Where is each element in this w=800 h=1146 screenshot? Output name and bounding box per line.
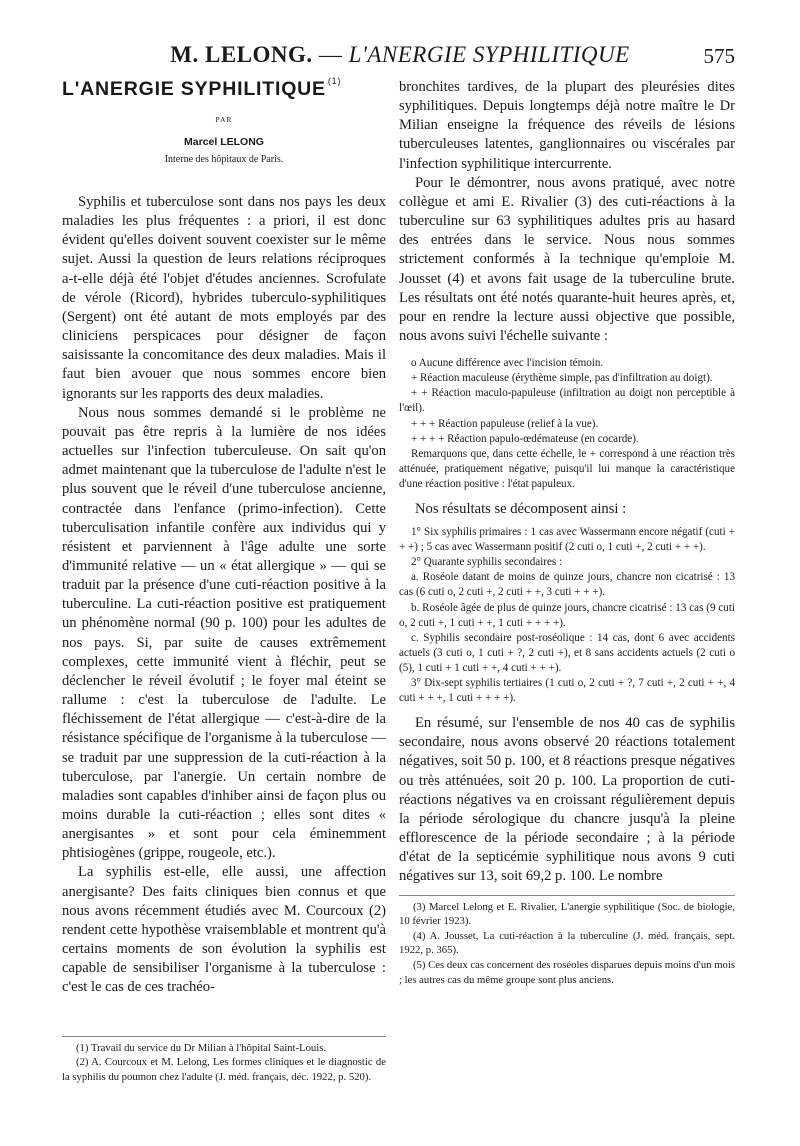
result-secondary-b: b. Roséole âgée de plus de quinze jours, chancre cicatrisé : 13 cas (9 cuti o, 2 cuti +, 1 cuti + +, 1 cuti + + + +). bbox=[399, 601, 735, 629]
scale-item-1: + Réaction maculeuse (érythème simple, pas d'infiltration au doigt). bbox=[411, 372, 713, 385]
byline-author: Marcel LELONG bbox=[184, 136, 264, 148]
paragraph-continuation: bronchites tardives, de la plupart des pleurésies dites syphilitiques. Depuis longtemps déjà notre maître le Dr Milian enseigne la fréquence des réveils de lésions tuberculeuses latentes, ganglionnaires ou viscérales par l'infection syphilitique intercurrente. bbox=[399, 79, 735, 172]
article-title-text: L'ANERGIE SYPHILITIQUE bbox=[62, 78, 326, 100]
running-head-author: M. LELONG. bbox=[170, 42, 313, 67]
left-column bbox=[62, 78, 386, 1084]
result-tertiary: 3° Dix-sept syphilis tertiaires (1 cuti o, 2 cuti + ?, 7 cuti +, 2 cuti + +, 4 cuti + + +, 1 cuti + + + +). bbox=[399, 676, 735, 705]
paragraph-method: Pour le démontrer, nous avons pratiqué, avec notre collègue et ami E. Rivalier (3) des cuti-réactions à la tuberculine sur 63 syphilitiques adultes pris au hasard des entrées dans le service. Nous nous sommes strictement conformés à la technique qu'emploie M. Jousset (4) et avons fait usage de la tuberculine brute. Les résultats ont été notés quarante-huit heures après, et, pour en rendre la lecture aussi objective que possible, nous avons suivi l'échelle suivante : bbox=[399, 174, 735, 345]
running-head-title bbox=[65, 42, 735, 68]
footnote-1: (1) Travail du service du Dr Milian à l'hôpital Saint-Louis. bbox=[76, 1041, 327, 1054]
article-title bbox=[62, 78, 386, 101]
scale-item-3: + + + Réaction papuleuse (relief à la vue). bbox=[411, 417, 599, 430]
running-head bbox=[65, 38, 735, 72]
scale-item-0: o Aucune différence avec l'incision témoin. bbox=[411, 357, 604, 370]
result-secondary-c: c. Syphilis secondaire post-roséolique : 14 cas, dont 6 avec accidents actuels (3 cuti o, 1 cuti + ?, 2 cuti +), et 8 sans accidents actuels (2 cuti o (5), 1 cuti + 1 cuti + +, 4 cuti + + +). bbox=[399, 631, 735, 674]
byline-affiliation: Interne des hôpitaux de Paris. bbox=[164, 154, 284, 165]
results-list bbox=[399, 525, 735, 706]
page-number: 575 bbox=[703, 44, 735, 68]
footnote-3: (3) Marcel Lelong et E. Rivalier, L'anergie syphilitique (Soc. de biologie, 10 février 1923). bbox=[399, 900, 735, 928]
scale-remark: Remarquons que, dans cette échelle, le + correspond à une réaction très atténuée, pratiquement négative, puisqu'il lui manque la caractéristique d'une réaction positive : l'état papuleux. bbox=[399, 447, 735, 490]
paragraph-hypothesis: La syphilis est-elle, elle aussi, une affection anergisante? Des faits cliniques bien connus et que nous avons récemment étudiés avec M. Courcoux (2) rendent cette hypothèse vraisemblable et montrent qu'à certains moments de son évolution la syphilis est capable de sensibiliser l'organisme à la tuberculose : c'est le cas de ces trachéo- bbox=[62, 864, 386, 996]
scale-item-4: + + + + Réaction papulo-œdémateuse (en cocarde). bbox=[411, 432, 639, 445]
paragraph-summary: En résumé, sur l'ensemble de nos 40 cas de syphilis secondaire, nous avons observé 20 réactions totalement négatives, soit 50 p. 100, et 8 réactions presque négatives ou très atténuées, soit 20 p. 100. La proportion de cuti-réactions négatives va en croissant régulièrement depuis la période sérologique du chancre jusqu'à la pleine efflorescence de la période secondaire ; à la période d'état de la septicémie syphilitique nous avons 9 cuti négatives sur 13, soit 69,2 p. 100. Le nombre bbox=[399, 715, 735, 885]
reaction-scale bbox=[399, 356, 735, 492]
right-column bbox=[399, 78, 735, 987]
result-secondary-heading: 2° Quarante syphilis secondaires : bbox=[411, 556, 563, 569]
paragraph-intro: Syphilis et tuberculose sont dans nos pays les deux maladies les plus fréquentes : a priori, il est donc évident qu'elles doivent souvent coexister sur le même sujet. Aussi la question de leurs relations réciproques a-t-elle déjà été l'objet d'études anciennes. Scrofulate de vérole (Ricord), hybrides tuberculo-syphilitiques (Sergent) ont été autant de mots employés par des cliniciens perspicaces pour désigner de façon saisissante la concomitance des deux maladies. Mais il faut bien avouer que nous sommes encore bien ignorants sur les rapports des deux maladies. bbox=[62, 194, 386, 402]
footnote-2: (2) A. Courcoux et M. Lelong, Les formes cliniques et le diagnostic de la syphilis du poumon chez l'adulte (J. méd. français, déc. 1922, p. 520). bbox=[62, 1056, 386, 1083]
byline-par: PAR bbox=[215, 115, 233, 124]
running-head-article-title: L'ANERGIE SYPHILITIQUE bbox=[348, 42, 630, 67]
result-secondary-a: a. Roséole datant de moins de quinze jours, chancre non cicatrisé : 13 cas (6 cuti o, 2 cuti +, 2 cuti + +, 3 cuti + + +). bbox=[399, 571, 735, 599]
results-lead: Nos résultats se décomposent ainsi : bbox=[415, 501, 627, 518]
result-primary: 1° Six syphilis primaires : 1 cas avec Wassermann encore négatif (cuti + + +) ; 5 cas avec Wassermann positif (2 cuti o, 1 cuti +, 2 cuti + + +). bbox=[399, 526, 735, 554]
paragraph-allergy: Nous nous sommes demandé si le problème ne pouvait pas être repris à la lumière de nos idées actuelles sur l'infection tuberculeuse. On sait qu'on admet maintenant que la tuberculose de l'adulte n'est le plus souvent que le réveil d'une tuberculose ancienne, contractée dans l'enfance (primo-infection). Cette tuberculisation infantile confère aux individus qui y résistent et parviennent à l'âge adulte une sorte d'immunité relative — un « état allergique » — qui se traduit par la présence d'une cuti-réaction positive à la tuberculine. La cuti-réaction positive est pratiquement un phénomène normal (90 p. 100) pour les adultes de nos pays. Si, par suite de causes extrêmement complexes, cette immunité vient à fléchir, peut se déclencher le réveil évolutif ; le foyer mal éteint se rallume : c'est la tuberculose de l'adulte. Le fléchissement de l'état allergique — c'est-à-dire de la résistance spécifique de l'organisme à la tuberculose — se traduit par une suppression de la cuti-réaction à la tuberculose, par l'anergie. Un certain nombre de maladies sont capables d'inhiber ainsi de façon plus ou moins durable la cuti-réaction ; elles sont dites « anergisantes » et sont pour cela éminemment phtisiogènes (grippe, rougeole, etc.). bbox=[62, 404, 386, 862]
article-title-note: (1) bbox=[327, 76, 342, 86]
running-head-dash: — bbox=[312, 42, 349, 67]
footnote-5: (5) Ces deux cas concernent des roséoles disparues depuis moins d'un mois ; les autres cas du même groupe sont plus anciens. bbox=[399, 958, 735, 986]
footnote-4: (4) A. Jousset, La cuti-réaction à la tuberculine (J. méd. français, sept. 1922, p. 365). bbox=[399, 929, 735, 957]
scale-item-2: + + Réaction maculo-papuleuse (infiltration au doigt non perceptible à l'œil). bbox=[399, 387, 735, 415]
